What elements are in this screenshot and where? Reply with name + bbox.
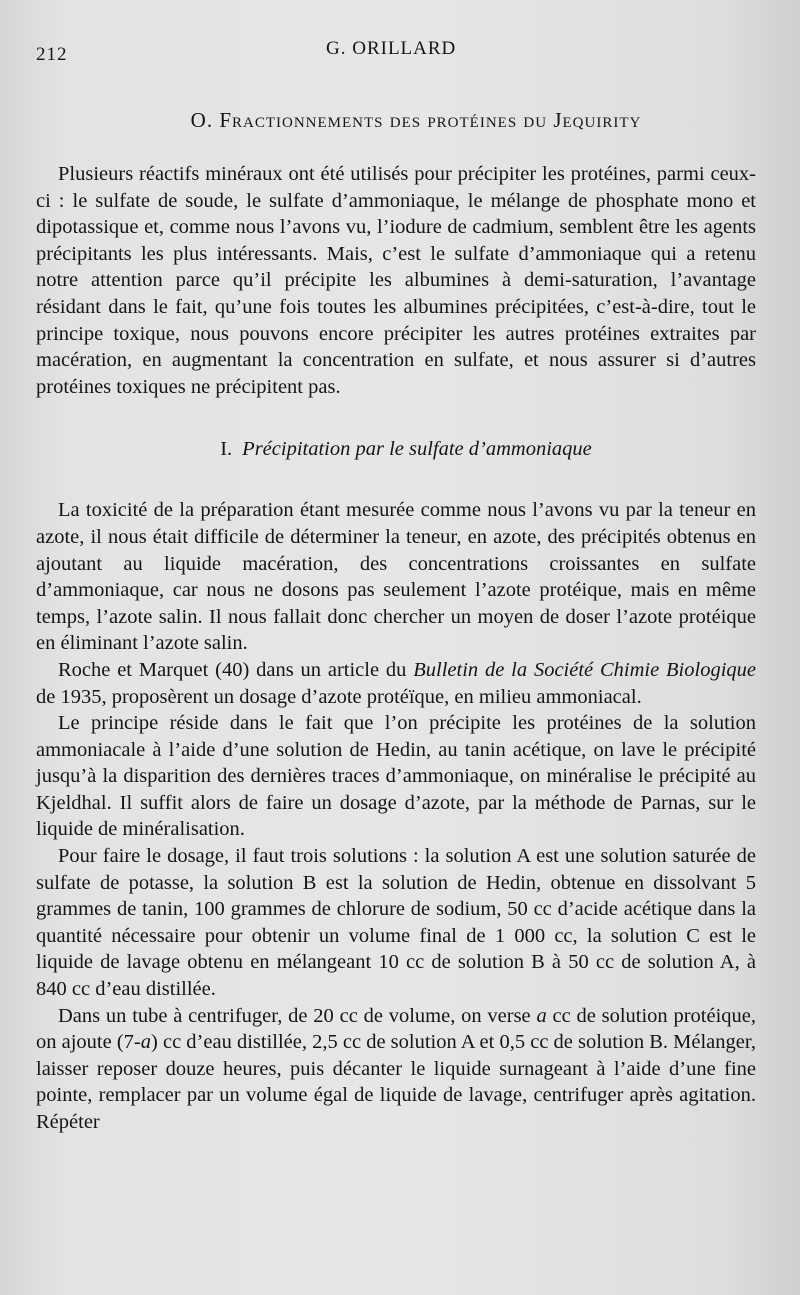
paragraph-procedure bbox=[36, 1003, 756, 1136]
paragraph-toxicity: La toxicité de la préparation étant mesurée comme nous l’avons vu par la teneur en azote, il nous était difficile de déterminer la teneur, en azote, des précipités obtenus en ajoutant au liquide macération, des concentrations croissantes en sulfate d’ammoniaque, car nous ne dosons pas seulement l’azote protéique, mais en même temps, l’azote salin. Il nous fallait donc chercher un moyen de doser l’azote protéique en éliminant l’azote salin. bbox=[36, 499, 756, 655]
paragraph-principle: Le principe réside dans le fait que l’on précipite les protéines de la solution ammoniacale à l’aide d’une solution de Hedin, au tanin acétique, on lave le précipité jusqu’à la disparition des dernières traces d’ammoniaque, on minéralise le précipité au Kjeldhal. Il suffit alors de faire un dosage d’azote, par la méthode de Parnas, sur le liquide de minéralisation. bbox=[36, 712, 756, 841]
paragraph-solutions: Pour faire le dosage, il faut trois solutions : la solution A est une solution saturée de sulfate de potasse, la solution B est la solution de Hedin, obtenue en dissolvant 5 grammes de tanin, 100 grammes de chlorure de sodium, 50 cc d’acide acétique dans la quantité nécessaire pour obtenir un volume final de 1 000 cc, la solution C est le liquide de lavage obtenu en mélangeant 10 cc de solution B à 50 cc de solution A, à 840 cc d’eau distillée. bbox=[36, 845, 756, 1001]
subsection-title: Précipitation par le sulfate d’ammoniaque bbox=[242, 438, 592, 461]
paragraph-text: Dans un tube à centrifuger, de 20 cc de volume, on verse bbox=[58, 1004, 537, 1027]
section-title: O. Fractionnements des protéines du Jequirity bbox=[190, 108, 642, 132]
paragraph-text: ) cc d’eau distillée, 2,5 cc de solution A et 0,5 cc de solution B. Mélanger, laisser reposer douze heures, puis décanter le liquide surnageant à l’aide d’une fine pointe, remplacer par un volume égal de liquide de lavage, centrifuger après agitation. Répéter bbox=[36, 1031, 756, 1133]
paragraph-text: de 1935, proposèrent un dosage d’azote protéïque, en milieu ammoniacal. bbox=[36, 685, 642, 708]
subsection-number: I. bbox=[220, 438, 233, 461]
paragraph-text: Roche et Marquet (40) dans un article du bbox=[58, 658, 414, 681]
journal-title: Bulletin de la Société Chimie Biologique bbox=[413, 658, 756, 681]
running-header bbox=[36, 36, 756, 76]
paragraph-text: cc de solution protéique, on ajoute (7- bbox=[36, 1004, 756, 1054]
intro-paragraph: Plusieurs réactifs minéraux ont été utilisés pour précipiter les protéines, parmi ceux-ci : le sulfate de soude, le sulfate d’ammoniaque, le mélange de phosphate mono et dipotassique et, comme nous l’avons vu, l’iodure de cadmium, semblent être les agents précipitants les plus intéressants. Mais, c’est le sulfate d’ammoniaque qui a retenu notre attention parce qu’il précipite les albumines à demi-saturation, l’avantage résidant dans le fait, qu’une fois toutes les albumines précipitées, c’est-à-dire, tout le principe toxique, nous pouvons encore précipiter les autres protéines extraites par macération, en augmentant la concentration en sulfate, et nous assurer si d’autres protéines toxiques ne précipitent pas. bbox=[36, 163, 756, 398]
variable-a: a bbox=[536, 1004, 547, 1027]
page-number: 212 bbox=[36, 44, 68, 65]
paragraph-roche-marquet bbox=[36, 657, 756, 710]
variable-a: a bbox=[140, 1031, 152, 1054]
subsection-heading bbox=[56, 438, 756, 461]
running-author: G. ORILLARD bbox=[326, 38, 457, 59]
